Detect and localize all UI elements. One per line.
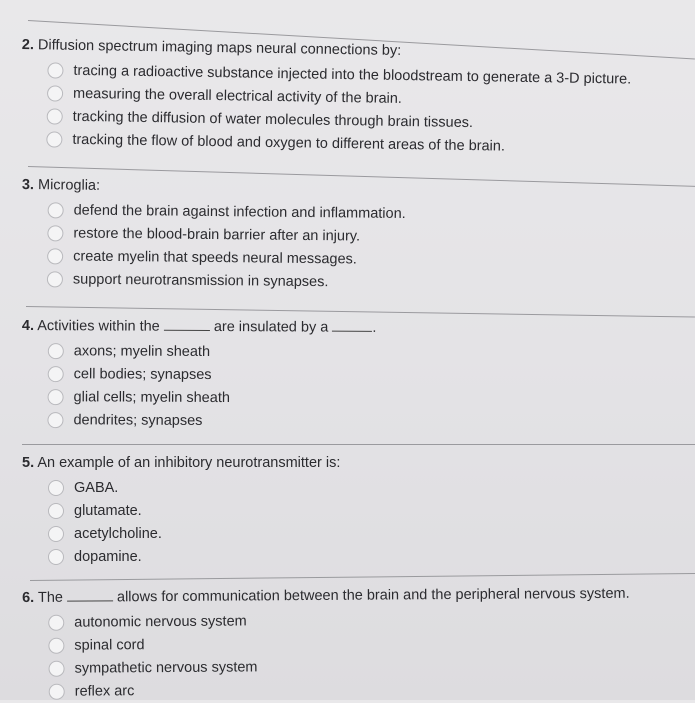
answer-label: tracking the diffusion of water molecules through brain tissues. — [72, 108, 474, 131]
answer-label: dopamine. — [74, 548, 142, 565]
answer-option[interactable] — [21, 408, 681, 434]
question-number: 4. — [21, 318, 35, 335]
fill-in-blank — [332, 319, 372, 332]
question-text-before: The — [37, 589, 63, 606]
question-number: 5. — [22, 455, 35, 471]
answer-label: autonomic nervous system — [74, 612, 247, 631]
question-text-middle: are insulated by a — [213, 319, 329, 336]
question-5 — [22, 454, 682, 568]
answer-options — [21, 198, 682, 297]
question-text: An example of an inhibitory neurotransmitter is: — [37, 455, 341, 471]
answer-label: defend the brain against infection and inflammation. — [73, 202, 406, 222]
question-prompt — [22, 176, 682, 201]
answer-label: acetylcholine. — [74, 525, 162, 542]
radio-button[interactable] — [48, 480, 64, 496]
question-prompt — [22, 454, 682, 472]
radio-button[interactable] — [48, 637, 64, 653]
question-number: 3. — [21, 176, 35, 194]
question-prompt — [22, 317, 682, 338]
fill-in-blank — [164, 318, 210, 331]
answer-label: support neurotransmission in synapses. — [72, 271, 329, 290]
radio-button[interactable] — [48, 343, 64, 359]
divider — [26, 306, 695, 318]
question-text-after: . — [372, 319, 377, 336]
answer-label: glutamate. — [74, 502, 142, 519]
answer-label: axons; myelin sheath — [73, 342, 211, 360]
question-text: Diffusion spectrum imaging maps neural connections by: — [37, 37, 402, 59]
answer-options — [22, 606, 683, 703]
question-4 — [21, 317, 682, 434]
radio-button[interactable] — [46, 131, 62, 147]
radio-button[interactable] — [48, 614, 64, 630]
answer-label: sympathetic nervous system — [74, 658, 258, 677]
answer-option[interactable] — [22, 385, 682, 411]
answer-label: cell bodies; synapses — [73, 365, 212, 383]
question-number: 6. — [22, 589, 35, 606]
question-prompt — [22, 584, 682, 607]
answer-label: GABA. — [74, 479, 119, 496]
fill-in-blank — [67, 588, 113, 601]
answer-label: reflex arc — [74, 682, 135, 700]
answer-label: spinal cord — [74, 636, 145, 654]
radio-button[interactable] — [48, 366, 64, 382]
question-6 — [22, 584, 683, 703]
answer-option[interactable] — [22, 499, 682, 522]
answer-options — [22, 476, 682, 568]
question-text: Microglia: — [37, 177, 101, 194]
answer-label: create myelin that speeds neural messages. — [73, 248, 357, 268]
radio-button[interactable] — [48, 526, 64, 542]
question-text-before: Activities within the — [37, 318, 160, 335]
radio-button[interactable] — [48, 389, 64, 405]
answer-option[interactable] — [22, 522, 682, 545]
answer-option[interactable] — [22, 476, 682, 499]
answer-label: dendrites; synapses — [73, 411, 203, 429]
radio-button[interactable] — [47, 248, 63, 264]
radio-button[interactable] — [47, 412, 63, 428]
divider — [30, 573, 695, 581]
answer-options — [20, 58, 681, 160]
question-3 — [21, 176, 682, 297]
radio-button[interactable] — [47, 225, 63, 241]
question-number: 2. — [21, 36, 35, 54]
radio-button[interactable] — [49, 683, 65, 699]
divider — [22, 444, 695, 445]
radio-button[interactable] — [48, 549, 64, 565]
question-text-after: allows for communication between the brain and the peripheral nervous system. — [116, 585, 630, 606]
answer-option[interactable] — [23, 675, 683, 703]
question-2 — [20, 36, 682, 160]
answer-label: measuring the overall electrical activity of the brain. — [72, 85, 403, 107]
answer-option[interactable] — [22, 339, 682, 365]
radio-button[interactable] — [48, 660, 64, 676]
radio-button[interactable] — [47, 271, 63, 287]
answer-label: tracing a radioactive substance injected into the bloodstream to generate a 3-D picture. — [73, 62, 632, 88]
radio-button[interactable] — [47, 108, 63, 124]
answer-label: tracking the flow of blood and oxygen to different areas of the brain. — [72, 131, 506, 155]
answer-option[interactable] — [22, 545, 682, 568]
radio-button[interactable] — [47, 62, 63, 78]
radio-button[interactable] — [48, 202, 64, 218]
answer-option[interactable] — [22, 362, 682, 388]
answer-label: restore the blood-brain barrier after an injury. — [73, 225, 361, 245]
answer-options — [21, 339, 681, 434]
radio-button[interactable] — [48, 503, 64, 519]
answer-label: glial cells; myelin sheath — [73, 388, 230, 406]
radio-button[interactable] — [47, 85, 63, 101]
